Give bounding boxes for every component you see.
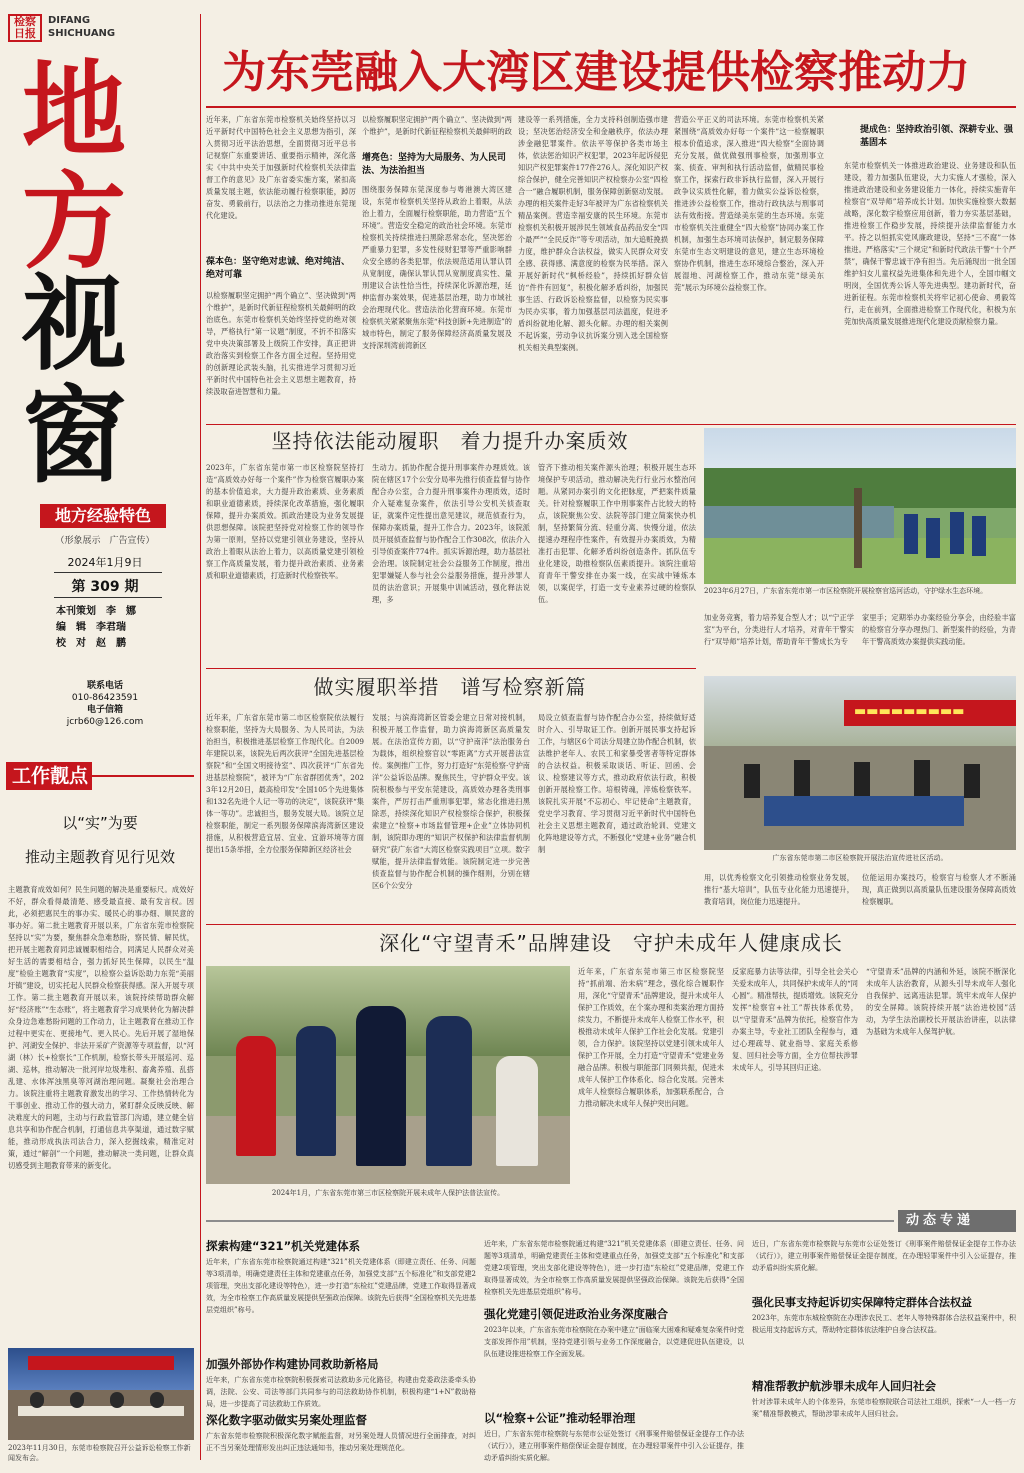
section2-title: 做实履职举措 谱写检察新篇 xyxy=(313,675,587,699)
section2-para-1: 近年来，广东省东莞市第二市区检察院依法履行检察职能，坚持为大局服务、为人民司法，为法治担当，积极推进基层检察工作现代化。自2009年建院以来，该院先后两次获评“全国先进基层检察院”和“全国文明接待室”、四次获评“广东省先进基层检察院”，被评为“广东省群团优秀”，2023年12月20日，最高检印发“全国105个先进集体和132名先进个人记一等功的决定”，该院获评“集体一等功”。忠诚担当，服务发展大局。该院立足检察职能，制定一系列服务保障滨海湾新区建设措施，从积极营造宜居、宜业、宜游环境等方面提出15条举措，全方位服务保障新区经济社会 xyxy=(206,713,364,854)
news-title-7[interactable]: 精准帮教护航涉罪未成年人回归社会 xyxy=(752,1379,936,1393)
river-patrol-photo xyxy=(704,428,1016,584)
section2-para-5: 位能运用办案技巧，检察官与检察人才不断涌现，真正做到以高质量队伍建设服务保障高质效检察履职。 xyxy=(862,873,1016,906)
section1-para-3: 管齐下推动相关案件源头治理；积极开展生态环境保护专项活动，推动解决先行行业污水整治问题。从紧同办案引的文化把脉度，严把案件质量关。针对检察履职工作中刑事案件占比较大的特点，该院聚焦公安、法院等部门建立简案快办机制，坚持繁简分流、轻重分离、快慢分道，依法提速办理程序性案件，有效提升办案质效，为精准打击犯罪、化解矛盾纠纷创造条件。抓队伍专业化建设，助推检察队伍素质提升。该院注重培育青年干警安排在办案一线，在实战中锤炼本领，以案促学，打造一支专业素养过硬的检察队伍。 xyxy=(538,463,696,604)
top-para-2: 围绕服务保障东莞深度参与粤港澳大湾区建设，东莞市检察机关坚持从政治上着眼，从法治上着力，全面履行检察职能，助力营造“五个环境”。营造安全稳定的政治社会环境。东莞市检察机关持续推进扫黑除恶常态化，坚决惩治严重暴力犯罪，多发性侵财犯罪等严重影响群众安全感的各类犯罪，依法规范适用认罪认罚从宽制度，确保认罪认罚从宽制度真实性、量刑建议合法性恰当性，持续深化诉源治理，延伸监督办案效果，促进基层治理，助力市域社会治理现代化。营造法治化营商环境。东莞市检察机关紧紧聚焦东莞“科技创新+先进制造”的城市特色，制定了服务保障经济高质量发展及支持深圳湾前湾新区 xyxy=(362,185,512,350)
top-col2-lead: 以检察履职坚定拥护“两个确立”、坚决做到“两个维护”，是新时代新征程检察机关最鲜明的政 xyxy=(362,115,512,136)
top-para-1: 以检察履职坚定拥护“两个确立”、坚决做到“两个维护”，是新时代新征程检察机关最鲜明的政治底色。东莞市检察机关始终坚持党的绝对领导，严格执行“第一议题”制度，不折不扣落实党中央决策部署及上级院工作安排，真正把讲政治落实到检察工作各方面全过程。坚持用党的创新理论武装头脑，扎实推进学习贯彻习近平新时代中国特色社会主义思想主题教育，持续汲取奋进智慧和力量。 xyxy=(206,291,356,396)
masthead-logo: 检察日报 xyxy=(8,14,42,42)
column-banner: 工作靓点 xyxy=(6,762,194,790)
news-body-5: 近日，广东省东莞市检察院与东莞市公证处签订《刑事案件赔偿保证金提存工作办法（试行）》，建立刑事案件赔偿保证金提存制度，在办理轻罪案件中引入公证提存，推动矛盾纠纷实质化解。 xyxy=(484,1430,744,1462)
top-intro: 近年来，广东省东莞市检察机关始终坚持以习近平新时代中国特色社会主义思想为指引，深入贯彻习近平法治思想，全面贯彻习近平总书记视察广东重要讲话、重要指示精神，深化落实《中共中央关于加强新时代检察机关法律监督工作的意见》及广东省委实施方案，紧扣高质量发展主题，依法能动履行检察职能，踔厉奋发、勇毅前行，以法治之力推动推进东莞现代化建设。 xyxy=(206,115,356,220)
column-title-1: 以“实”为要 xyxy=(62,814,138,832)
column-title-2: 推动主题教育见行见效 xyxy=(24,848,175,866)
news-body-2: 近年来，广东省东莞市检察院积极探索司法救助多元化路径，构建由党委政法委牵头协调，法院、公安、司法等部门共同参与的司法救助协作机制，积极构建“1+N”救助格局，进一步提高了司法救助工作质效。 xyxy=(206,1376,476,1408)
news-body-5-cont: 近日，广东省东莞市检察院与东莞市公证处签订《刑事案件赔偿保证金提存工作办法（试行）》，建立刑事案件赔偿保证金提存制度，在办理轻罪案件中引入公证提存，推动矛盾纠纷实质化解。 xyxy=(752,1240,1016,1272)
news-title-2[interactable]: 加强外部协作构建协同救助新格局 xyxy=(206,1357,379,1371)
top-para-3: 建设等一系列措施，全力支持科创制造强市建设；坚决惩治经济安全和金融秩序，依法办理涉金融犯罪案件。依法平等保护各类市场主体，依法惩治知识产权犯罪，2023年起诉侵犯知识产权犯罪案件177件276人。深化知识产权综合保护，健全完善知识产权检察办公室“四检合一”融合履职机制，服务保障创新驱动发展。办理的相关案件走好3年被评为广东省检察机关精品案例。营造幸福安康的民生环境。东莞市检察机关积极开展涉民生领域食品药品安全“四个最严”“全民反诈”等专项活动，加大追赃挽损力度，维护群众合法权益，做实人民群众对安全感、获得感、满意度的检察为民举措。深入开展好新时代“枫桥经验”，持续抓好群众信访“件件有回复”，积极化解矛盾纠纷，加强民事生活、行政诉讼检察监督，以检察为民实事为民办实事，着力加强基层司法温度，促进矛盾纠纷就地化解、源头化解。办理的相关案例不起诉案，劳动争议抗诉案分别入选全国检察机关相关典型案例。 xyxy=(518,115,668,352)
top-subhead-1: 葆本色：坚守绝对忠诚、绝对纯洁、绝对可靠 xyxy=(206,257,351,280)
page-headline: 为东莞融入大湾区建设提供检察推动力 xyxy=(222,47,970,98)
minor-protection-photo xyxy=(206,966,570,1184)
masthead-pinyin: DIFANG SHICHUANG xyxy=(48,15,116,39)
masthead-char-4: 窗 xyxy=(22,375,127,497)
masthead-char-3: 视 xyxy=(22,263,127,385)
section1-title: 坚持依法能动履职 着力提升办案质效 xyxy=(271,429,629,453)
top-subhead-3: 提成色：坚持政治引领、深耕专业、强基固本 xyxy=(860,125,1014,148)
section2-para-2: 发展；与滨海湾新区管委会建立日常对接机制，积极开展工作监督，助力滨海湾新区高质量发展。在法治宣传方面，以“守护南洋”法治服务台为载体，组织检察官以“零距离”方式开展普法宣传。案例推广工作，努力打造好“东莞检察·守护南洋”公益诉讼品牌。聚焦民生，守护群众平安。该院积极参与平安东莞建设，高质效办理各类刑事案件，严厉打击严重刑事犯罪，常态化推进扫黑除恶，持续深化知识产权检察综合保护，积极探索建立“检察+市场监督管理+企业”立体协同机制，该院即办理的“知识产权保护和法律监督机制研究”获广东省“大湾区检察实践项目”立项。数字赋能，提升法律监督效能。该院制定进一步完善侦查监督与协作配合机制的操作细则，分别在辖区6个公安分 xyxy=(372,713,530,890)
news-body-1-cont: 近年来，广东省东莞市检察院通过构建“321”机关党建体系（即建立责任、任务、问题等3项清单，明确党建责任主体和党建重点任务，加强党支部“五个标准化”和支部党建2项管理，突出支部化建设等特色），进一步打造“东检红”党建品牌，党建工作取得显著成效，为全市检察工作高质量发展提供坚强政治保障。该院先后获得“全国检察机关先进基层党组织”称号。 xyxy=(484,1240,744,1296)
section1-para-1: 2023年，广东省东莞市第一市区检察院坚持打造“高质效办好每一个案件”作为检察官履职办案的基本价值追求，大力提升政治素质、业务素质和职业道德素质，持续深化改革措施，强化履职保障，提升办案质效。抓政治建设为业务发展提供思想保障。该院把坚持党对检察工作的领导作为第一原则，坚持以党建引领业务建设，坚持从政治上着眼从法治上着力，以高质量党建引领检察工作高质量发展，着力提升政治素质、业务素质和职业道德素质，打造新时代检察铁军。 xyxy=(206,463,364,580)
email[interactable]: jcrb60@126.com xyxy=(66,717,144,727)
news-body-3: 广东省东莞市检察院积极深化数字赋能监督，对另案处理人员情况进行全面排查，对纠正不当另案处理情形发出纠正违法通知书，推动另案处理规范化。 xyxy=(206,1432,476,1452)
section3-para-3: “守望青禾”品牌的内涵和外延，该院不断深化未成年人法治教育，从源头引导未成年人强化自我保护、远离违法犯罪。筑牢未成年人保护的安全屏障。该院持续开展“法治进校园”活动，为学生法治副校长开展法治讲座，以法律为基础为未成年人保驾护航。 xyxy=(866,967,1016,1036)
section-tag: 地方经验特色 xyxy=(40,504,166,528)
dynamics-banner: 动态专递 xyxy=(206,1210,1016,1232)
tag-sub: （形象展示 广告宣传） xyxy=(55,536,155,546)
news-body-4: 2023年以来，广东省东莞市检察院在办案中建立“面临案大困难和疑难复杂案件时党支部发挥作用”机制，坚持党建引领与业务工作深度融合，以党建促进队伍建设，以队伍建设推进检察工作全面发展。 xyxy=(484,1326,744,1358)
section2-para-3: 局设立侦查监督与协作配合办公室，持续做好适时介入、引导取证工作。创新开展民事支持起诉工作，与辖区6个司法分局建立协作配合机制，依法维护老年人、农民工和家暴受害者等特定群体的合法权益。积极采取谈话、听证、回函、会议、检察建议等方式，推动政府依法行政，积极创新开展检察工作。培根铸魂，淬炼检察铁军。该院扎实开展“不忘初心、牢记使命”主题教育，党史学习教育、学习贯彻习近平新时代中国特色社会主义思想主题教育，通过政治轮训、党建文化阵地建设等方式，不断强化“党建+业务”融合机制 xyxy=(538,713,696,854)
minor-protection-caption: 2024年1月，广东省东莞市第三市区检察院开展未成年人保护法普法宣传。 xyxy=(271,1189,505,1197)
top-para-4: 营造公平正义的司法环境。东莞市检察机关紧紧围绕“高质效办好每一个案件”这一检察履职根本价值追求，深入推进“四大检察”全面协调充分发展，做优做强刑事检察，加强刑事立案、侦查、审判和执行活动监督，做精民事检察工作，探索行政非诉执行监督，深入开展行政争议实质性化解，着力做实公益诉讼检察，推进涉公益检察工作，推动行政执法与刑事司法有效衔接。营造绿美东莞的生态环境。东莞市检察机关注重健全“四大检察”协同办案工作机制，加强生态环境司法保护，制定服务保障东莞市生态文明建设的意见，建立生态环境检察协作机制，推进生态环境综合整治，深入开展湿地、河湖检察工作，推动东莞“绿美东莞”展示为环境公益检察工作。 xyxy=(674,115,824,292)
community-legal-caption: 广东省东莞市第二市区检察院开展法治宣传进社区活动。 xyxy=(772,854,948,862)
press-conference-photo xyxy=(8,1348,194,1440)
news-title-1[interactable]: 探索构建“321”机关党建体系 xyxy=(206,1239,361,1253)
section3-para-2: 反家庭暴力法等法律，引导全社会关心关爱未成年人，共同保护未成年人的“同心圆”。精准帮扶，提质增效。该院充分发挥“检察官+社工”帮扶体系优势，以“守望青禾”品牌为依托，检察官作为办案主导，专业社工团队全程参与，通过心理疏导、就业指导、家庭关系修复、回归社会等方面，全方位帮扶涉罪未成年人，引导其回归正途。 xyxy=(732,967,858,1072)
contact-block: 联系电话 010-86423591 电子信箱 jcrb60@126.com xyxy=(50,680,160,728)
river-patrol-caption: 2023年6月27日，广东省东莞市第一市区检察院开展检察官巡河活动，守护绿水生态环境。 xyxy=(704,587,988,595)
news-body-6: 2023年，东莞市东城检察院在办理涉农民工、老年人等特殊群体合法权益案件中，积极运用支持起诉方式，帮助特定群体依法维护自身合法权益。 xyxy=(752,1314,1016,1334)
press-conference-caption: 2023年11月30日，东莞市检察院召开公益诉讼检察工作新闻发布会。 xyxy=(8,1444,191,1462)
issue-number: 第 309 期 xyxy=(71,579,139,595)
news-title-4[interactable]: 强化党建引领促进政治业务深度融合 xyxy=(484,1307,668,1321)
staff-list: 本刊策划 李 娜 编 辑 李君瑞 校 对 赵 鹏 xyxy=(56,606,136,649)
column-body: 主题教育成效如何？民生问题的解决是重要标尺。成效好不好，群众看得最清楚、感受最直接、最有发言权。因此，必须把惠民生的事办实、暖民心的事办细、顺民意的事办好。第二批主题教育开展以来，广东省东莞市检察院坚持以“实”为要，聚焦群众急难愁盼，察民情、解民忧，把开展主题教育同忠诚履职相结合，同满足人民群众对美好生活的需要相结合，强力抓好民生保障，以民生“温度”检验主题教育“实度”，以检察公益诉讼助力东莞“美丽圩镇”建设，切实托起人民群众检察获得感。深入开展专项工作。第二批主题教育开展以来，该院持续帮助群众解好“经济账”“生态账”，将主题教育学习成果转化为解决群众身边急难愁盼问题的工作动力，让主题教育在推动工作过程中更实在、更接地气、更入民心。先后开展了湿地保护、河湖安全保护、非法开采矿产资源等专项监督，以“河湖（林）长+检察长”工作机制，检察长带头开展巡河、巡湖、巡林，推动解决一批河岸垃圾堆积、畜禽养殖、乱搭乱建、水体浑浊黑臭等河湖治理问题。凝聚社会治理合力。该院注重将主题教育激发出的学习、工作热情转化为干事创业、推动工作的强大动力，紧盯群众反映反映、解决难度大的问题，主动与行政监管部门沟通，建立健全信息共享和协作配合机制，打通信息共享渠道，通过数字赋能，推动形成执法司法合力，深入挖掘线索，精准定对策，通过“解剖”一个问题，推动解决一类问题，让群众真切感受到主题教育带来的新变化。 xyxy=(8,885,194,1170)
masthead-char-2: 方 xyxy=(22,161,127,283)
top-subhead-2: 增亮色：坚持为大局服务、为人民司法、为法治担当 xyxy=(362,153,507,176)
section3-para-1: 近年来，广东省东莞市第三市区检察院坚持“抓前端、治未病”理念，强化综合履职作用，深化“守望青禾”品牌建设，提升未成年人保护工作质效，在个案办理和类案治理方面持续发力，不断提升未成年人检察工作水平，积极推动未成年人保护工作社会化发展。党建引领，合力保护。该院坚持以党建引领未成年人保护工作开展，全力打造“守望青禾”党建业务融合品牌。积极与职能部门同频共振，促进未成年人保护工作体系化、综合化发展。完善未成年人检察综合履职体系，加强联系配合，合力推动解决未成年人保护突出问题。 xyxy=(578,967,724,1108)
news-title-6[interactable]: 强化民事支持起诉切实保障特定群体合法权益 xyxy=(752,1296,972,1309)
news-title-3[interactable]: 深化数字驱动做实另案处理监督 xyxy=(206,1413,367,1427)
section1-para-4: 加业务竞赛，着力培养复合型人才；以“宁正学室”为平台，分类进行人才培养，对青年干警实行“双导师”培养计划，帮助青年干警成长为专 xyxy=(704,613,854,646)
issue-date: 2024年1月9日 xyxy=(67,556,143,569)
masthead-char-1: 地 xyxy=(22,49,127,171)
section1-para-5: 家里手；定期举办办案经验分享会，由经验丰富的检察官分享办理热门、新型案件的经验，为青年干警高质效办案提供实践动能。 xyxy=(862,613,1016,646)
section2-para-4: 用，以优秀检察文化引领推动检察业务发展，推行“基大培训”，队伍专业化能力迅速提升，教育培训，岗位能力迅速提升。 xyxy=(704,873,854,906)
section3-title: 深化“守望青禾”品牌建设 守护未成年人健康成长 xyxy=(379,931,843,955)
community-legal-photo: ▬▬▬▬▬▬▬▬▬ xyxy=(704,676,1016,850)
news-body-7: 针对涉罪未成年人的个体差异，东莞市检察院联合司法社工组织，探索“一人一档一方案”精准帮教模式，帮助涉罪未成年人回归社会。 xyxy=(752,1398,1016,1418)
top-para-5: 东莞市检察机关一体推进政治建设、业务建设和队伍建设，着力加强队伍建设，大力实施人才强检，深入推进政治建设和业务建设能力一体化，持续实施青年检察官“双导师”培养成长计划。加快实施检察大数据战略，深化数字检察应用创新，着力夯实基层基础，推进检察工作稳步发展，持续提升法律监督能力水平。持之以恒抓实党风廉政建设，坚持“三不腐”一体推进。严格落实“三个规定”和新时代政法干警“十个严禁”，确保干警忠诚干净有担当。先后涌现出一批全国维护妇女儿童权益先进集体和先进个人，全国巾帼文明岗，全国优秀公诉人等先进典型。建功新时代，奋进新征程。东莞市检察机关将牢记初心使命、勇毅笃行，走在前列，全面推进检察工作现代化，积极为东莞加快高质量发展推进现代化建设贡献检察力量。 xyxy=(844,161,1016,326)
news-title-5[interactable]: 以“检察+公证”推动轻罪治理 xyxy=(484,1411,636,1425)
phone: 010-86423591 xyxy=(71,693,139,703)
news-body-1: 近年来，广东省东莞市检察院通过构建“321”机关党建体系（即建立责任、任务、问题等3项清单，明确党建责任主体和党建重点任务，加强党支部“五个标准化”和支部党建2项管理，突出支部化建设等特色），进一步打造“东检红”党建品牌，党建工作取得显著成效，为全市检察工作高质量发展提供坚强政治保障。该院先后获得“全国检察机关先进基层党组织”称号。 xyxy=(206,1258,476,1314)
section1-para-2: 生动力。抓协作配合提升刑事案件办理质效。该院在辖区17个公安分局率先推行侦查监督与协作配合办公室，合力提升刑事案件办理质效，适时介入疑难复杂案件，依法引导公安机关侦查取证，就案件定性提出意见建议，规范侦查行为，保障办案质量，提升工作合力。2023年，该院派员开展侦查监督与协作配合工作308次，依法介入引导侦查案件774件。抓实诉源治理，助力基层社会治理。该院制定社会公益服务工作制度，推出犯罪嫌疑人参与社会公益服务措施，提升涉罪人员的法治意识；开展集中训诫活动，强化释法说理，多 xyxy=(372,463,530,604)
